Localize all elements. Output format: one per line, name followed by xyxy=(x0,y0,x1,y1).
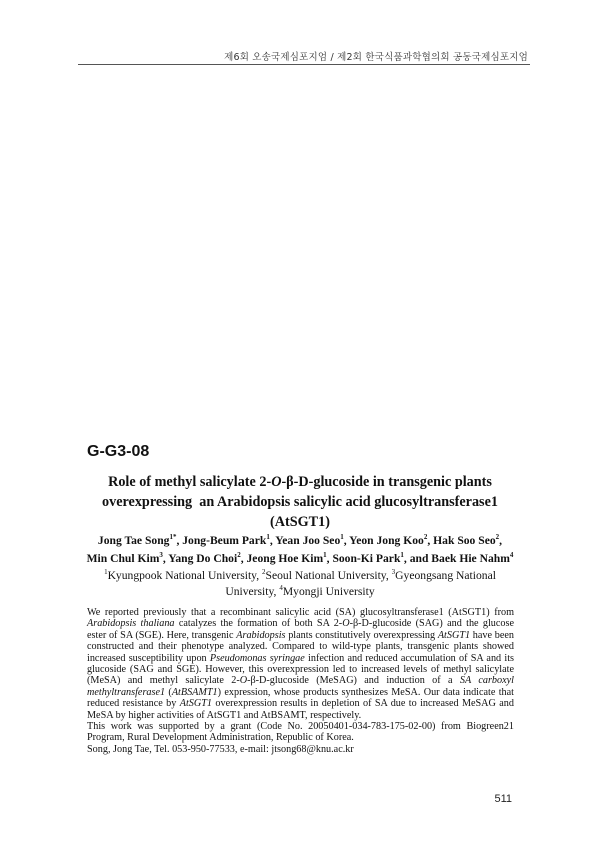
abstract-italic-term: AtSGT1 xyxy=(437,629,471,641)
abstract-text: -β-D-glucoside (MeSAG) and induction of a xyxy=(247,675,460,687)
affiliation-mark: 3 xyxy=(391,568,396,577)
author-affiliation-mark: 2 xyxy=(237,551,241,560)
author: Baek Hie Nahm xyxy=(431,552,510,565)
paper-title xyxy=(86,472,514,532)
affiliation-mark: 1 xyxy=(104,568,108,577)
abstract-paragraph xyxy=(87,607,514,721)
author-list: Jong Tae Song$^{1*}$, Jong-Beum Park$^1$, Yean Joo Seo$^1$, Yeon Jong Koo$^2$, Hak Soo Seo$^2$, Min Chul Kim$^3$, Yang Do Choi$^2$, Jeong Hoe Kim$^1$, Soon-Ki Park$^1$, and Baek Hie Nahm$^4$ xyxy=(86,533,514,565)
author-affiliation-mark: 2 xyxy=(423,533,428,542)
author: Soon-Ki Park xyxy=(332,552,401,565)
affiliation: Kyungpook National University xyxy=(107,569,257,582)
abstract-text: plants constitutively overexpressing xyxy=(285,629,438,641)
affiliation: Seoul National University xyxy=(265,569,386,582)
author: Yang Do Choi xyxy=(168,552,238,565)
title-line1-italic: O xyxy=(271,474,282,490)
author: Hak Soo Seo xyxy=(433,534,496,547)
abstract-text: -β-D-glucoside (SAG) and the glucose ester of SA (SGE). Here, transgenic xyxy=(87,618,515,641)
abstract-italic-term: O xyxy=(239,675,248,687)
author-affiliation-mark: 1 xyxy=(340,533,344,542)
author-affiliation-mark: 1 xyxy=(266,533,270,542)
contact-info: Song, Jong Tae, Tel. 053-950-77533, e-mail: jtsong68@knu.ac.kr xyxy=(87,743,354,755)
affiliation-mark: 2 xyxy=(262,568,266,577)
abstract-text: infection and reduced accumulation of SA and its glucoside (SAG and SGE). However, this overexpression led to increased levels of methyl salicylate (MeSA) and methyl salicylate 2- xyxy=(87,652,514,687)
abstract-text: ) expression, whose products synthesizes MeSA. Our data indicate that reduced resistance by xyxy=(87,686,514,710)
page-number: 511 xyxy=(494,793,512,805)
author-affiliation-mark: 4 xyxy=(509,551,514,560)
abstract-italic-term: Arabidopsis xyxy=(236,629,286,641)
author-affiliation-mark: 1* xyxy=(169,533,177,542)
abstract-text: have been constructed and their phenotype analyzed. Compared to wild-type plants, transgenic plants showed increased susceptibility upon xyxy=(87,629,514,664)
author: Yean Joo Seo xyxy=(275,534,341,547)
title-line1-post: -β-D-glucoside in transgenic plants xyxy=(281,474,492,490)
abstract-italic-term: AtBSAMT1 xyxy=(171,686,218,698)
affiliation-mark: 4 xyxy=(279,584,283,593)
title-line3: (AtSGT1) xyxy=(270,514,330,530)
affiliation: Gyeongsang National University xyxy=(225,569,496,598)
author: Min Chul Kim xyxy=(86,552,160,565)
author: Jong-Beum Park xyxy=(182,534,267,547)
header-rule xyxy=(78,64,530,65)
abstract-text: catalyzes the formation of both SA 2- xyxy=(174,618,343,630)
abstract-text: ( xyxy=(165,686,172,698)
author-affiliation-mark: 1 xyxy=(323,551,327,560)
abstract-code: G-G3-08 xyxy=(87,443,150,460)
abstract-italic-term: O xyxy=(342,618,350,630)
abstract-italic-term: Pseudomonas syringae xyxy=(209,652,305,664)
affiliation: Myongji University xyxy=(282,585,375,598)
author: Yeon Jong Koo xyxy=(349,534,424,547)
abstract-italic-term: AtSGT1 xyxy=(179,698,212,710)
affiliation-list: $^1$Kyungpook National University, $^2$Seoul National University, $^3$Gyeongsang National University, $^4$Myongji University xyxy=(104,568,496,598)
title-line2: overexpressing an Arabidopsis salicylic acid glucosyltransferase1 xyxy=(102,494,498,510)
abstract-text: overexpression results in depletion of SA due to increased MeSAG and MeSA by higher activities of AtSGT1 and AtBSAMT, respectively. xyxy=(87,698,514,721)
author-affiliation-mark: 3 xyxy=(159,551,163,560)
author-affiliation-mark: 1 xyxy=(400,551,404,560)
abstract-body xyxy=(87,607,514,755)
title-line1-pre: Role of methyl salicylate 2- xyxy=(108,474,272,490)
abstract-text: We reported previously that a recombinant salicylic acid (SA) glucosyltransferase1 (AtSGT1) from xyxy=(87,607,514,618)
abstract-italic-term: SA carboxyl methyltransferase1 xyxy=(87,675,514,698)
funding-note: This work was supported by a grant (Code No. 20050401-034-783-175-02-00) from Biogreen21 Program, Rural Development Administration, Republic of Korea. xyxy=(87,721,514,744)
author-affiliation-mark: 2 xyxy=(495,533,500,542)
abstract-italic-term: Arabidopsis thaliana xyxy=(87,618,175,630)
author: Jeong Hoe Kim xyxy=(246,552,324,565)
running-header: 제6회 오송국제심포지엄 / 제2회 한국식품과학협의회 공동국제심포지엄 xyxy=(224,52,528,63)
author: Jong Tae Song xyxy=(97,534,170,547)
